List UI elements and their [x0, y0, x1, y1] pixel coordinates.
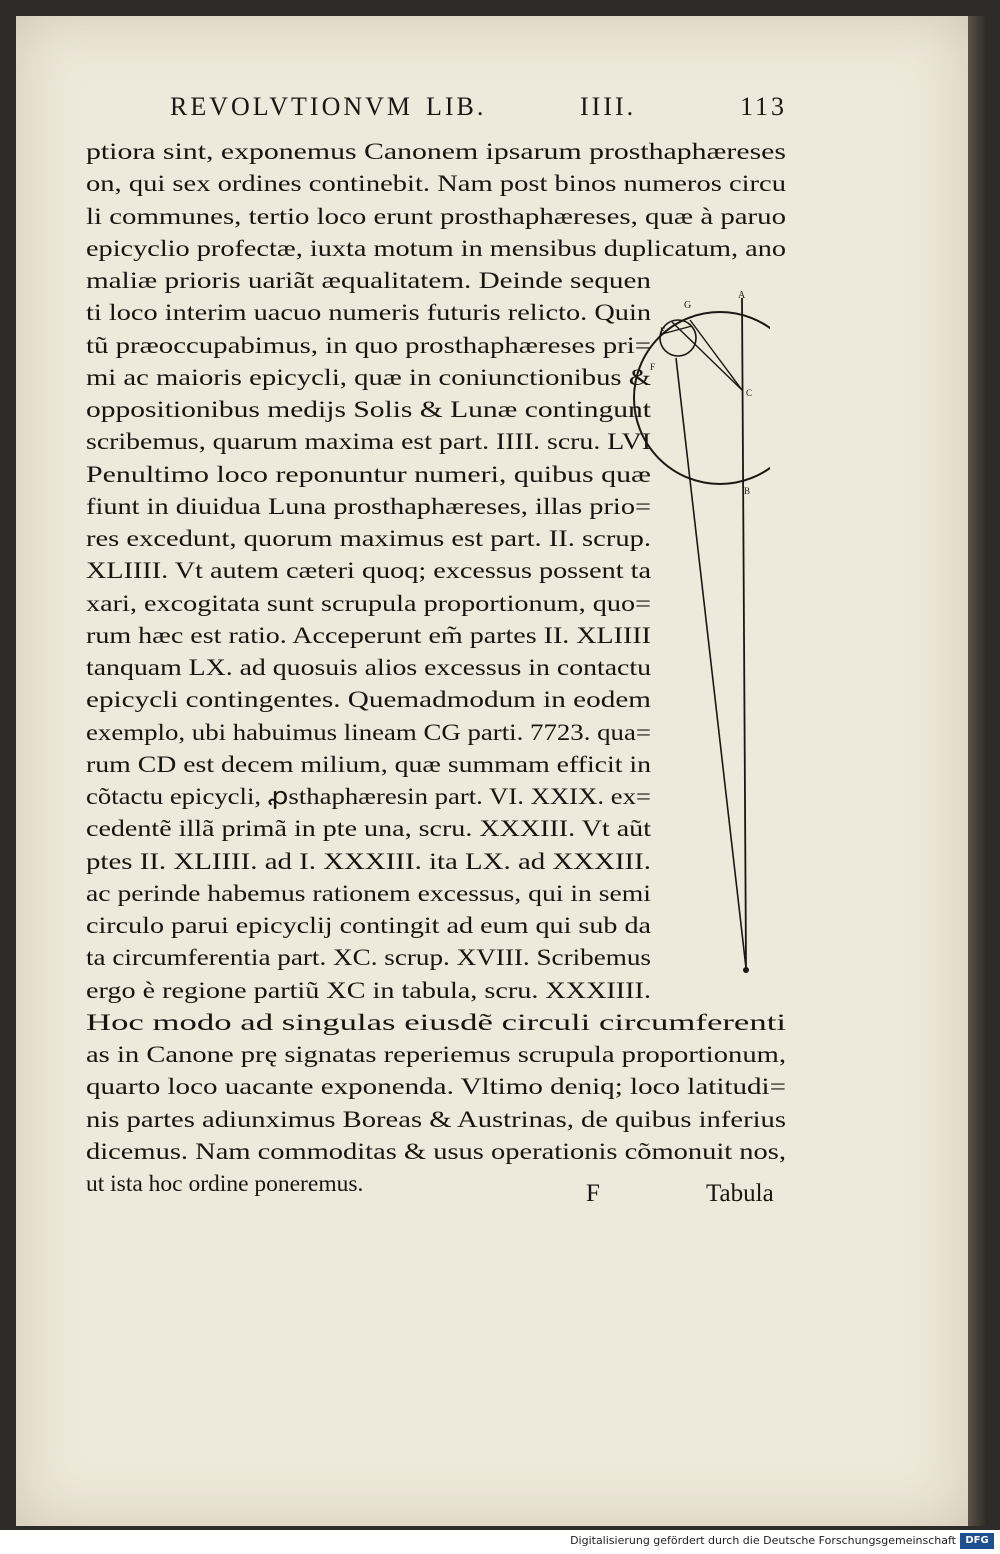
- text-line: [86, 201, 786, 233]
- text-line: [86, 265, 651, 297]
- text-line-content: li communes, tertio loco erunt prosthaphæreses, quæ à paruo: [86, 203, 786, 230]
- text-line: [86, 426, 651, 458]
- long-line: [676, 358, 746, 968]
- text-line: [86, 297, 651, 329]
- text-line: [86, 459, 651, 491]
- footer-bar: [0, 1530, 1000, 1554]
- text-line-content: XLIIII. Vt autem cæteri quoq; excessus possent ta: [86, 558, 651, 585]
- center-line-2: [690, 320, 742, 390]
- label-a: A: [738, 290, 746, 301]
- text-line-content: cedentẽ illã primã in pte una, scru. XXXIII. Vt aũt: [86, 816, 651, 843]
- text-line: [86, 168, 786, 200]
- text-line-content: exemplo, ubi habuimus lineam CG parti. 7723. qua=: [86, 719, 651, 746]
- running-head-title: REVOLVTIONVM: [170, 92, 414, 121]
- text-line-content: tanquam LX. ad quosuis alios excessus in contactu: [86, 655, 651, 681]
- text-line: [86, 1168, 786, 1200]
- text-line: [86, 781, 651, 813]
- epicycle-diagram: [630, 282, 770, 982]
- label-b: B: [744, 486, 751, 496]
- running-head-book: LIB.: [426, 92, 487, 121]
- text-line-content: ti loco interim uacuo numeris futuris relicto. Quin: [86, 300, 651, 327]
- label-e: E: [660, 326, 666, 336]
- epicycle-large-circle: [634, 312, 770, 484]
- text-line-content: epicyclio profectæ, iuxta motum in mensibus duplicatum, ano: [86, 235, 786, 262]
- text-line: [86, 1136, 786, 1168]
- dfg-logo: DFG: [960, 1533, 994, 1549]
- running-head: [170, 92, 790, 132]
- text-line: [86, 362, 651, 394]
- diameter-line: [742, 298, 746, 968]
- label-f: F: [650, 362, 656, 372]
- text-line: [86, 813, 651, 845]
- folio-number: 113: [740, 92, 788, 121]
- text-line: [86, 910, 651, 942]
- text-line: [86, 1007, 786, 1039]
- text-line-content: ergo è regione partiũ XC in tabula, scru. XXXIIII.: [86, 977, 651, 1004]
- running-head-book-number: IIII.: [580, 92, 637, 121]
- text-line: [86, 975, 651, 1007]
- label-g: G: [684, 300, 692, 311]
- text-line: [86, 620, 651, 652]
- text-line-content: tũ præoccupabimus, in quo prosthaphæreses pri=: [86, 332, 651, 359]
- text-line: [86, 878, 651, 910]
- text-line: [86, 330, 651, 362]
- text-line-content: epicycli contingentes. Quemadmodum in eodem: [86, 687, 651, 714]
- text-line: [86, 846, 651, 878]
- text-line: [86, 136, 786, 168]
- text-line-content: fiunt in diuidua Luna prosthaphæreses, illas prio=: [86, 493, 651, 520]
- text-line: [86, 588, 651, 620]
- footer-funding-text: Digitalisierung gefördert durch die Deutsche Forschungsgemeinschaft: [570, 1534, 956, 1547]
- text-line-content: maliæ prioris uariãt æqualitatem. Deinde sequen: [86, 268, 651, 294]
- text-line-content: res excedunt, quorum maximus est part. II. scrup.: [86, 526, 651, 552]
- text-line: [86, 523, 651, 555]
- text-line-content: Penultimo loco reponuntur numeri, quibus quæ: [86, 461, 651, 488]
- text-line-content: scribemus, quarum maxima est part. IIII. scru. LVI: [86, 429, 651, 456]
- text-line-content: quarto loco uacante exponenda. Vltimo deniq; loco latitudi=: [86, 1074, 786, 1101]
- text-line-content: ut ista hoc ordine poneremus.: [86, 1171, 364, 1197]
- page-edge: [968, 16, 988, 1526]
- text-line: [86, 652, 651, 684]
- text-line-content: circulo parui epicyclij contingit ad eum qui sub da: [86, 913, 651, 939]
- text-line-content: Hoc modo ad singulas eiusdẽ circuli circumferenti: [86, 1009, 786, 1036]
- text-line-content: ta circumferentia part. XC. scrup. XVIII. Scribemus: [86, 945, 651, 972]
- signature-mark: F: [586, 1180, 600, 1207]
- text-line-content: cõtactu epicycli, ꝓsthaphæresin part. VI. XXIX. ex=: [86, 784, 651, 810]
- catchword: Tabula: [706, 1180, 774, 1207]
- text-line-content: oppositionibus medijs Solis & Lunæ contingunt: [86, 397, 651, 423]
- text-line: [86, 555, 651, 587]
- text-line-content: on, qui sex ordines continebit. Nam post binos numeros circu: [86, 171, 786, 198]
- point-d-marker: [743, 967, 749, 973]
- text-line: [86, 684, 651, 716]
- text-line-content: ptiora sint, exponemus Canonem ipsarum prosthaphæreses: [86, 139, 786, 165]
- text-line-content: ac perinde habemus rationem excessus, qui in semi: [86, 880, 651, 907]
- label-c: C: [746, 388, 753, 398]
- text-line-content: as in Canone prę signatas reperiemus scrupula proportionum,: [86, 1042, 786, 1068]
- text-line: [86, 1104, 786, 1136]
- text-line: [86, 394, 651, 426]
- text-line: [86, 1071, 786, 1103]
- text-line: [86, 1039, 786, 1071]
- text-line-content: dicemus. Nam commoditas & usus operationis cõmonuit nos,: [86, 1138, 786, 1165]
- text-line: [86, 749, 651, 781]
- text-line-content: nis partes adiunximus Boreas & Austrinas, de quibus inferius: [86, 1106, 786, 1133]
- text-line-content: rum hæc est ratio. Acceperunt em̃ partes II. XLIIII: [86, 622, 651, 649]
- text-line-content: xari, excogitata sunt scrupula proportionum, quo=: [86, 590, 651, 617]
- text-line: [86, 717, 651, 749]
- text-line-content: rum CD est decem milium, quæ summam efficit in: [86, 751, 651, 778]
- text-line-content: ptes II. XLIIII. ad I. XXXIII. ita LX. ad XXXIII.: [86, 848, 651, 875]
- text-line-content: mi ac maioris epicycli, quæ in coniunctionibus &: [86, 364, 651, 391]
- text-line: [86, 233, 786, 265]
- text-line: [86, 942, 651, 974]
- text-line: [86, 491, 651, 523]
